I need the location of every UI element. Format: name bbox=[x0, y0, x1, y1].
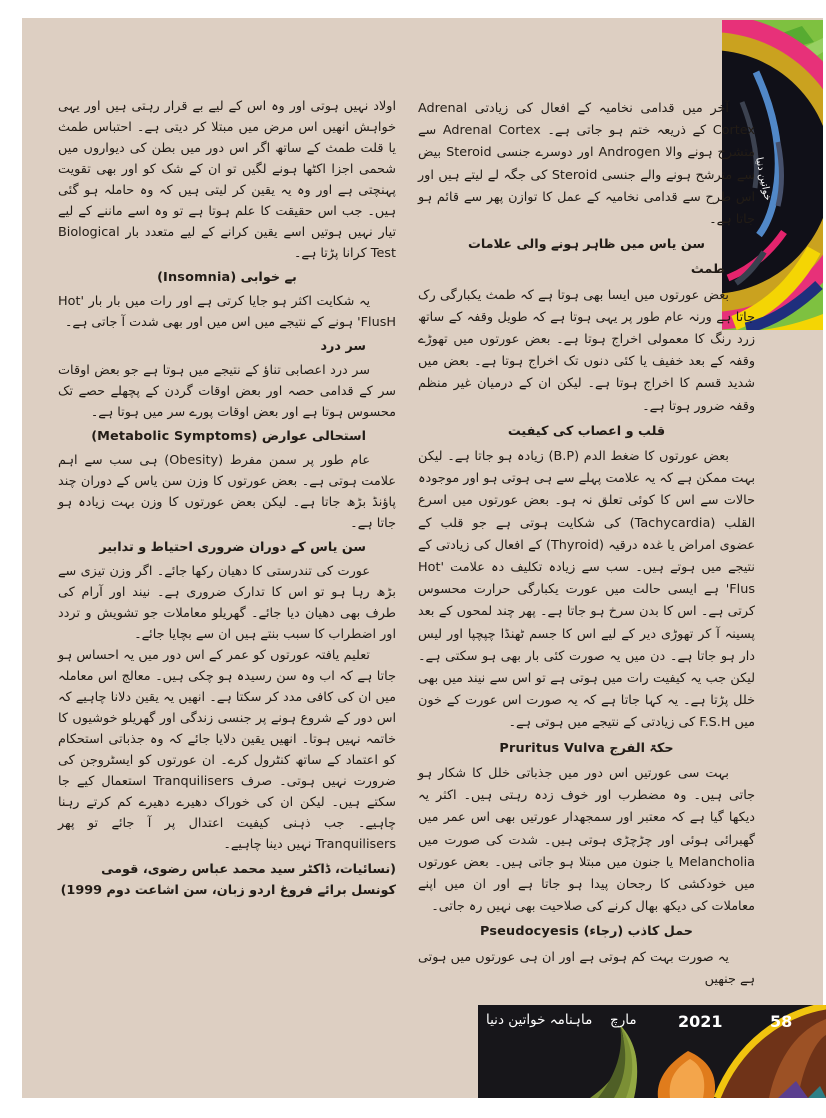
paragraph: یہ شکایت اکثر ہو جایا کرتی ہے اور رات میں بار بار 'Hot FlusH' ہونے کے نتیجے میں اس میں اور بھی شدت آ جاتی ہے۔ bbox=[58, 294, 396, 330]
paragraph: بہت سی عورتیں اس دور میں جذباتی خلل کا شکار ہو جاتی ہیں۔ وہ مضطرب اور خوف زدہ رہتی ہیں۔ اکثر یہ دیکھا گیا ہے کہ معتبر اور سمجھدار عورتیں بھی اس عمر میں گھبرائی ہوئی اور چڑچڑی ہوتی ہیں۔ شدت کی صورت میں Melancholia یا جنون میں مبتلا ہو جاتی ہیں۔ بعض عورتوں میں خودکشی کا رجحان پیدا ہو جاتا ہے اور ان میں اپنے معاملات کی دیکھ بھال کرنے کی صلاحیت بھی نہیں رہ جاتی۔ bbox=[418, 765, 755, 915]
paragraph: سر درد اعصابی تناؤ کے نتیجے میں ہوتا ہے جو بعض اوقات سر کے قدامی حصہ اور بعض اوقات گردن کے پچھلے حصے تک محسوس ہوتا ہے اور بعض اوقات پورے سر میں ہوتا ہے۔ bbox=[58, 363, 396, 420]
paragraph: یہ صورت بہت کم ہوتی ہے اور ان ہی عورتوں میں ہوتی ہے جنھیں bbox=[418, 949, 755, 987]
section-heading-pruritus-vulva: حکۃ الفرج Pruritus Vulva bbox=[499, 740, 674, 756]
footer bbox=[478, 1005, 826, 1098]
section-heading-headache: سر درد bbox=[320, 339, 366, 354]
column-right bbox=[418, 98, 755, 991]
section-heading-menses: طمث bbox=[690, 262, 725, 278]
section-heading-insomnia: بے خوابی (Insomnia) bbox=[157, 270, 297, 285]
section-heading-symptoms: سن یاس میں ظاہر ہونے والی علامات bbox=[467, 237, 706, 253]
issue-month: مارچ bbox=[610, 1012, 637, 1028]
section-heading-metabolic: استحالی عوارض (Metabolic Symptoms) bbox=[91, 429, 366, 444]
paragraph: عام طور پر سمن مفرط (Obesity) ہی سب سے اہم علامت ہوتی ہے۔ بعض عورتوں کا وزن سن یاس کے دوران چند پاؤنڈ بڑھ جاتا ہے۔ لیکن بعض عورتوں کا وزن بہت زیادہ ہو جاتا ہے۔ bbox=[58, 453, 396, 531]
paragraph: عورت کی تندرستی کا دھیان رکھا جائے۔ اگر وزن تیزی سے بڑھ رہا ہو تو اس کا تدارک ضروری ہے۔ نیند اور آرام کی طرف بھی دھیان دیا جائے۔ گھریلو معاملات جو تشویش و تردد اور اضطراب کا سبب بنتے ہیں ان سے بچایا جائے۔ bbox=[58, 564, 396, 642]
paragraph: بعض عورتوں میں ایسا بھی ہوتا ہے کہ طمث یکبارگی رک جاتا ہے ورنہ عام طور پر یہی ہوتا ہے کہ طویل وقفہ کے ساتھ زرد رنگ کا معمولی اخراج ہوتا ہے۔ بعض عورتوں میں تھوڑے وقفہ کے بعد خفیف یا کئی دنوں تک اخراج ہوتا ہے۔ بعض میں شدید قسم کا اخراج ہوتا ہے۔ لیکن ان کے درمیان غیر منظم وقفہ ضرور ہوتا ہے۔ bbox=[418, 287, 755, 414]
paragraph: آخر میں قدامی نخامیہ کے افعال کی زیادتی Adrenal Cortex کے ذریعہ ختم ہو جاتی ہے۔ Adrenal Cortex سے متشرح ہونے والا Androgen اور دوسرے جنسی Steroid بیض سے مترشح ہونے والے جنسی Steroid کی جگہ لے لیتے ہیں اور اس طرح سے قدامی نخامیہ کے عمل کا توازن پھر سے قائم ہو جاتا ہے۔ bbox=[418, 101, 756, 228]
footer-bar bbox=[478, 1005, 826, 1039]
source-credit: (نسائیات، ڈاکٹر سید محمد عباس رضوی، قومی کونسل برائے فروغ اردو زبان، سن اشاعت دوم 1999) bbox=[60, 862, 396, 898]
magazine-name: ماہنامہ خواتین دنیا bbox=[486, 1012, 593, 1028]
section-heading-heart-nerves: قلب و اعصاب کی کیفیت bbox=[507, 423, 666, 439]
column-left bbox=[58, 96, 396, 901]
corner-label-text: خواتین دنیا bbox=[753, 156, 773, 202]
page-background bbox=[22, 18, 823, 1098]
section-heading-precautions: سن یاس کے دوران ضروری احتیاط و تدابیر bbox=[99, 540, 366, 555]
section-heading-pseudocyesis: حمل کاذب (رجاء) Pseudocyesis bbox=[479, 924, 694, 940]
paragraph: اولاد نہیں ہوتی اور وہ اس کے لیے بے قرار رہتی ہیں اور یہی خواہش انھیں اس مرض میں مبتلا کر دیتی ہے۔ احتباس طمث یا قلت طمث کے ساتھ اگر اس دور میں بطن کی دیواروں میں شحمی اجزا اکٹھا ہونے لگیں تو ان کے شک کو اور بھی تقویت پہنچتی ہے اور وہ یہ یقین کر لیتی ہیں کہ وہ حاملہ ہو گئی ہیں۔ جب اس حقیقت کا علم ہوتا ہے تو وہ اسے ماننے کے لیے تیار نہیں ہوتیں اسے یقین کرانے کے لیے متعدد بار Biological Test کرانا پڑتا ہے۔ bbox=[58, 99, 396, 261]
paragraph: تعلیم یافتہ عورتوں کو عمر کے اس دور میں یہ احساس ہو جاتا ہے کہ اب وہ سن رسیدہ ہو چکی ہیں۔ معالج اس معاملہ میں ان کی کافی مدد کر سکتا ہے۔ انھیں یہ یقین دلانا چاہیے کہ اس دور کے شروع ہونے پر جنسی زندگی اور گھریلو خوشیوں کا خاتمہ نہیں ہوتا۔ انھیں یقین دلایا جائے کہ وہ جذباتی استحکام کو اعتماد کے ساتھ کنٹرول کرے۔ ان عورتوں کو ایسٹروجن کی ضرورت نہیں ہوتی۔ صرف Tranquilisers استعمال کیے جا سکتے ہیں۔ لیکن ان کی خوراک دھیرے دھیرے کم کرتے رہنا چاہیے۔ جب ذہنی کیفیت اعتدال پر آ جائے تو پھر Tranquilisers نہیں دینا چاہیے۔ bbox=[58, 648, 397, 852]
paragraph: بعض عورتوں کا ضغط الدم (B.P) زیادہ ہو جاتا ہے۔ لیکن بہت ممکن ہے کہ یہ علامت پہلے سے ہی ہوتی ہو اور موجودہ حالات سے اس کا کوئی تعلق نہ ہو۔ بعض عورتوں میں اسرع القلب (Tachycardia) کی شکایت ہوتی ہے جو قلب کے عضوی امراض یا غدہ درقیہ (Thyroid) کے افعال کی زیادتی کے نتیجے میں ہوتے ہیں۔ سب سے زیادہ تکلیف دہ علامت 'Hot Flus' ہے ایسی حالت میں عورت یکبارگی حرارت محسوس کرتی ہے۔ اس کا بدن سرخ ہو جاتا ہے۔ پھر چند لمحوں کے بعد پسینہ آ کر تھوڑی دیر کے لیے اس کا جسم ٹھنڈا چپچپا اور لیس دار ہو جاتا ہے۔ دن میں یہ صورت کئی بار بھی ہو سکتی ہے۔ لیکن جب یہ کیفیت رات میں ہوتی ہے تو اس سے نیند میں بھی خلل پڑتا ہے۔ یہ کہا جاتا ہے کہ یہ صورت اس عورت کے خون میں F.S.H کی زیادتی کے نتیجے میں ہوتی ہے۔ bbox=[418, 449, 756, 731]
issue-year: 2021 bbox=[678, 1012, 723, 1031]
page-number: 58 bbox=[770, 1012, 793, 1031]
